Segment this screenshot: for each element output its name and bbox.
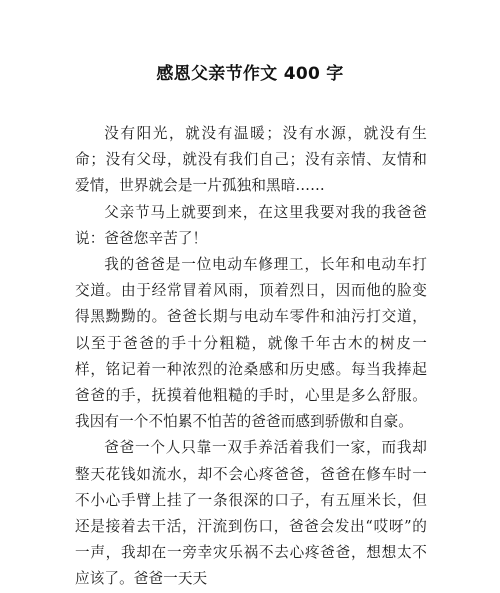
- paragraph-fathers-day: 父亲节马上就要到来，在这里我要对我的我爸爸说：爸爸您辛苦了！: [75, 203, 427, 247]
- paragraph-father-job: 我的爸爸是一位电动车修理工，长年和电动车打交道。由于经常冒着风雨，顶着烈日，因而他的脸变得黑黝黝的。爸爸长期与电动车零件和油污打交道，以至于爸爸的手十分粗糙，就像千年古木的树皮一样，铭记着一种浓烈的沧桑感和历史感。每当我捧起爸爸的手，抚摸着他粗糙的手时，心里是多么舒服。我因有一个不怕累不怕苦的爸爸而感到骄傲和自豪。: [75, 256, 427, 431]
- document-body: [75, 121, 427, 593]
- paragraph-father-work: 爸爸一个人只靠一双手养活着我们一家，而我却整天花钱如流水，却不会心疼爸爸，爸爸在修车时一不小心手臂上挂了一条很深的口子，有五厘米长，但还是接着去干活，汗流到伤口，爸爸会发出“哎呀”的一声，我却在一旁幸灾乐祸不去心疼爸爸，想想太不应该了。爸爸一天天: [75, 439, 427, 588]
- paragraph-intro: 没有阳光，就没有温暖；没有水源，就没有生命；没有父母，就没有我们自己；没有亲情、友情和爱情，世界就会是一片孤独和黑暗……: [75, 125, 427, 195]
- document-title: 感恩父亲节作文 400 字: [156, 64, 344, 84]
